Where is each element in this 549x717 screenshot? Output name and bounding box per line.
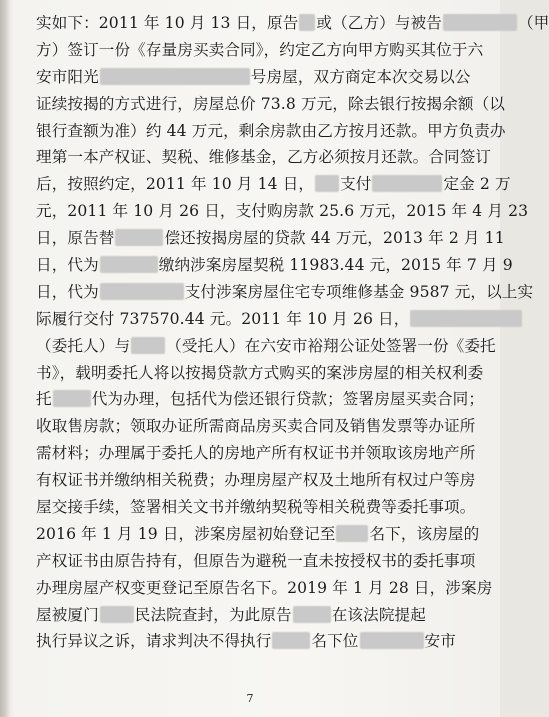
text-line xyxy=(36,118,506,145)
text-segment: 屋被厦门 xyxy=(36,605,99,624)
text-segment: 银行查额为准）约 44 万元，剩余房款由乙方按月还款。甲方负责办 xyxy=(36,121,506,140)
text-segment: 2016 年 1 月 19 日，涉案房屋初始登记至 xyxy=(36,524,336,543)
text-line xyxy=(36,521,484,548)
text-line xyxy=(36,413,484,440)
text-segment: 安市阳光 xyxy=(36,67,99,86)
text-segment: 需材料；办理属于委托人的房地产所有权证书并领取该房地产所 xyxy=(36,444,476,463)
redaction-blur xyxy=(53,390,91,407)
text-line xyxy=(36,360,484,387)
text-line xyxy=(36,225,505,252)
text-segment: （受托人）在六安市裕翔公证处签署一份《委托 xyxy=(166,336,496,355)
text-segment: 理第一本产权证、契税、维修基金，乙方必须按月还款。合同签订 xyxy=(36,148,492,167)
text-segment: 日，原告替 xyxy=(36,229,115,248)
text-segment: （甲 xyxy=(517,14,549,32)
redaction-blur xyxy=(272,632,310,649)
text-line xyxy=(36,10,549,37)
text-segment: 书》，载明委托人将以按揭贷款方式购买的案涉房屋的相关权利委 xyxy=(36,363,484,382)
text-line xyxy=(36,198,529,225)
redaction-blur xyxy=(100,283,184,300)
text-segment: 屋交接手续，签署相关文书并缴纳契税等相关税费等委托事项。 xyxy=(36,498,476,517)
text-segment: 安市 xyxy=(424,632,456,651)
text-segment: 方）签订一份《存量房买卖合同》，约定乙方向甲方购买其位于六 xyxy=(36,40,484,59)
redaction-blur xyxy=(372,175,442,192)
text-segment: 收取售房款；领取办证所需商品房买卖合同及销售发票等办证所 xyxy=(36,417,476,436)
redaction-blur xyxy=(360,632,424,649)
text-line xyxy=(36,467,484,494)
text-line xyxy=(36,602,484,629)
text-line xyxy=(36,252,513,279)
document-body xyxy=(36,10,549,655)
text-line xyxy=(36,279,534,306)
text-line xyxy=(36,306,484,333)
text-line xyxy=(36,386,484,413)
text-line xyxy=(36,64,484,91)
text-segment: （委托人）与 xyxy=(36,336,131,355)
text-segment: 支付涉案房屋住宅专项维修基金 9587 元，以上实 xyxy=(184,282,534,301)
text-segment: 办理房屋产权变更登记至原告名下。2019 年 1 月 28 日，涉案房 xyxy=(36,578,493,597)
text-line xyxy=(36,440,484,467)
scan-shadow-edge xyxy=(0,0,10,717)
text-segment: 执行异议之诉，请求判决不得执行 xyxy=(36,632,272,651)
text-line xyxy=(36,333,496,360)
redaction-blur xyxy=(100,256,158,273)
text-line xyxy=(36,575,493,602)
redaction-blur xyxy=(315,175,339,192)
redaction-blur xyxy=(410,310,522,327)
page-number: 7 xyxy=(246,692,254,705)
redaction-blur xyxy=(131,337,165,354)
text-line xyxy=(36,91,505,118)
text-segment: 际履行交付 737570.44 元。2011 年 10 月 26 日， xyxy=(36,309,410,328)
redaction-blur xyxy=(115,229,163,246)
text-segment: 民法院查封，为此原告 xyxy=(134,605,292,624)
text-segment: 名下位 xyxy=(311,632,359,651)
text-segment: 号房屋，双方商定本次交易以公 xyxy=(250,67,471,86)
text-segment: 缴纳涉案房屋契税 11983.44 元，2015 年 7 月 9 xyxy=(158,256,513,275)
text-segment: 或（乙方）与被告 xyxy=(316,14,442,32)
text-line xyxy=(36,171,511,198)
redaction-blur xyxy=(100,68,250,85)
text-segment: 实如下：2011 年 10 月 13 日，原告 xyxy=(36,14,299,32)
text-segment: 日，代为 xyxy=(36,282,99,301)
text-segment: 代为办理，包括代为偿还银行贷款；签署房屋买卖合同； xyxy=(91,390,485,409)
text-segment: 偿还按揭房屋的贷款 44 万元，2013 年 2 月 11 xyxy=(164,229,505,248)
text-line xyxy=(36,144,492,171)
text-segment: 后，按照约定，2011 年 10 月 14 日， xyxy=(36,175,315,194)
text-line xyxy=(36,37,484,64)
redaction-blur xyxy=(443,14,517,31)
redaction-blur xyxy=(299,14,315,31)
text-line xyxy=(36,494,484,521)
text-segment: 证续按揭的方式进行，房屋总价 73.8 万元，除去银行按揭余额（以 xyxy=(36,94,505,113)
redaction-blur xyxy=(293,606,331,623)
text-segment: 日，代为 xyxy=(36,256,99,275)
text-segment: 定金 2 万 xyxy=(443,175,511,194)
text-segment: 产权证书由原告持有，但原告为避税一直未按授权书的委托事项 xyxy=(36,551,476,570)
redaction-blur xyxy=(100,606,134,623)
redaction-blur xyxy=(336,525,368,542)
text-segment: 元，2011 年 10 月 26 日，支付购房款 25.6 万元，2015 年 4 月 23 xyxy=(36,202,529,221)
text-segment: 名下，该房屋的 xyxy=(369,524,480,543)
text-segment: 托 xyxy=(36,390,52,409)
text-line xyxy=(36,548,484,575)
text-segment: 有权证书并缴纳相关税费；办理房屋产权及土地所有权过户等房 xyxy=(36,471,476,490)
text-line xyxy=(36,628,484,655)
text-segment: 支付 xyxy=(340,175,372,194)
text-segment: 在该法院提起 xyxy=(331,605,426,624)
